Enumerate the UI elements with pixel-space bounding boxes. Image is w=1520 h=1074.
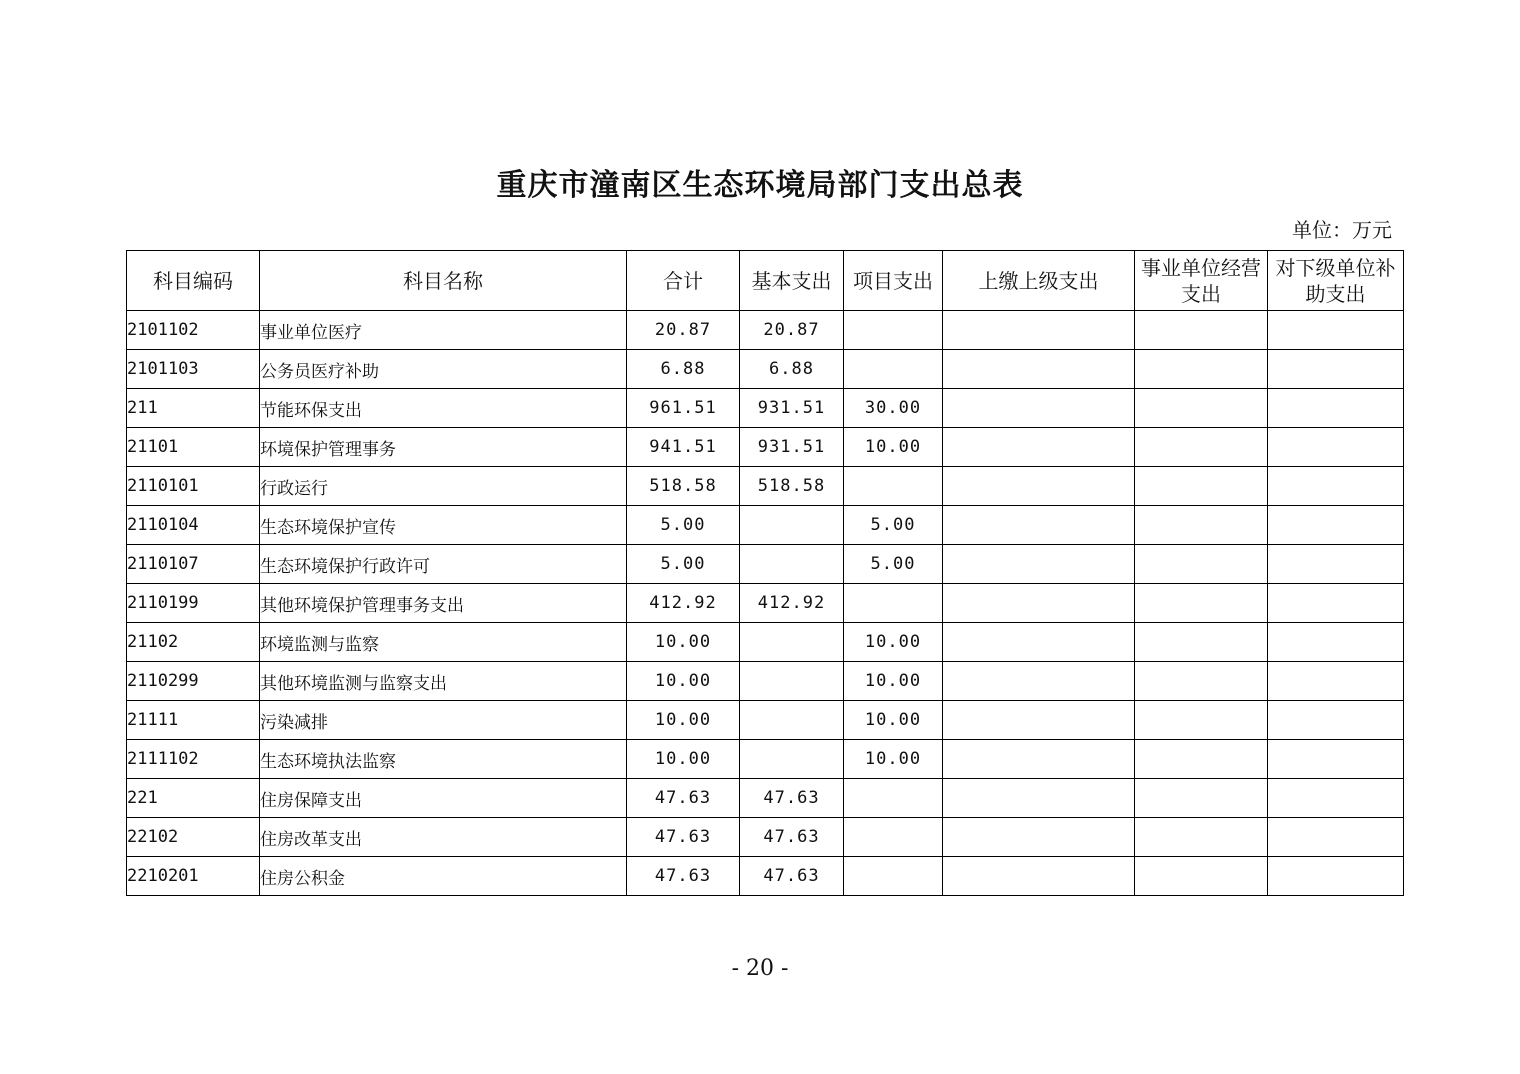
cell-basic (740, 662, 844, 701)
cell-code: 2101103 (127, 350, 260, 389)
table-row (127, 740, 1404, 779)
header-upper: 上缴上级支出 (943, 251, 1135, 311)
cell-basic: 47.63 (740, 857, 844, 896)
cell-subsidy (1268, 623, 1404, 662)
cell-subsidy (1268, 467, 1404, 506)
cell-basic: 931.51 (740, 389, 844, 428)
cell-code: 2101102 (127, 311, 260, 350)
cell-upper (943, 857, 1135, 896)
cell-name: 其他环境监测与监察支出 (260, 662, 627, 701)
cell-upper (943, 389, 1135, 428)
cell-subsidy (1268, 584, 1404, 623)
cell-code: 21101 (127, 428, 260, 467)
cell-upper (943, 467, 1135, 506)
cell-subsidy (1268, 740, 1404, 779)
cell-name: 污染减排 (260, 701, 627, 740)
cell-project (844, 311, 943, 350)
cell-code: 21111 (127, 701, 260, 740)
cell-name: 环境监测与监察 (260, 623, 627, 662)
cell-project: 10.00 (844, 740, 943, 779)
cell-basic: 20.87 (740, 311, 844, 350)
cell-basic (740, 701, 844, 740)
cell-name: 公务员医疗补助 (260, 350, 627, 389)
cell-business (1135, 467, 1268, 506)
cell-upper (943, 545, 1135, 584)
cell-business (1135, 701, 1268, 740)
cell-project: 5.00 (844, 506, 943, 545)
cell-business (1135, 818, 1268, 857)
cell-subsidy (1268, 311, 1404, 350)
expenditure-table (126, 250, 1404, 896)
table-row (127, 467, 1404, 506)
cell-business (1135, 740, 1268, 779)
cell-total: 5.00 (627, 545, 740, 584)
cell-basic (740, 623, 844, 662)
cell-subsidy (1268, 506, 1404, 545)
cell-subsidy (1268, 428, 1404, 467)
cell-upper (943, 701, 1135, 740)
cell-subsidy (1268, 818, 1404, 857)
cell-upper (943, 506, 1135, 545)
cell-upper (943, 311, 1135, 350)
cell-code: 2110199 (127, 584, 260, 623)
cell-name: 节能环保支出 (260, 389, 627, 428)
cell-upper (943, 779, 1135, 818)
cell-basic (740, 506, 844, 545)
document-title: 重庆市潼南区生态环境局部门支出总表 (496, 168, 1024, 203)
cell-business (1135, 584, 1268, 623)
cell-business (1135, 662, 1268, 701)
cell-upper (943, 350, 1135, 389)
cell-code: 2110104 (127, 506, 260, 545)
cell-project (844, 779, 943, 818)
cell-total: 6.88 (627, 350, 740, 389)
table-header-row (127, 251, 1404, 311)
header-subsidy: 对下级单位补助支出 (1268, 251, 1404, 311)
cell-name: 住房保障支出 (260, 779, 627, 818)
cell-total: 941.51 (627, 428, 740, 467)
cell-subsidy (1268, 389, 1404, 428)
cell-total: 47.63 (627, 857, 740, 896)
cell-name: 生态环境保护宣传 (260, 506, 627, 545)
cell-business (1135, 428, 1268, 467)
table-row (127, 818, 1404, 857)
table-row (127, 779, 1404, 818)
header-name: 科目名称 (260, 251, 627, 311)
cell-total: 20.87 (627, 311, 740, 350)
cell-upper (943, 623, 1135, 662)
cell-upper (943, 662, 1135, 701)
cell-name: 环境保护管理事务 (260, 428, 627, 467)
cell-total: 10.00 (627, 701, 740, 740)
cell-code: 22102 (127, 818, 260, 857)
cell-code: 21102 (127, 623, 260, 662)
unit-label: 单位：万元 (1292, 218, 1392, 242)
cell-subsidy (1268, 545, 1404, 584)
table-row (127, 545, 1404, 584)
cell-total: 961.51 (627, 389, 740, 428)
cell-name: 行政运行 (260, 467, 627, 506)
table-row (127, 584, 1404, 623)
cell-project: 10.00 (844, 662, 943, 701)
cell-subsidy (1268, 779, 1404, 818)
cell-business (1135, 311, 1268, 350)
cell-basic: 931.51 (740, 428, 844, 467)
cell-business (1135, 389, 1268, 428)
cell-upper (943, 428, 1135, 467)
cell-code: 2210201 (127, 857, 260, 896)
header-code: 科目编码 (127, 251, 260, 311)
cell-project (844, 818, 943, 857)
cell-name: 事业单位医疗 (260, 311, 627, 350)
cell-basic: 47.63 (740, 779, 844, 818)
cell-project: 10.00 (844, 623, 943, 662)
cell-total: 10.00 (627, 740, 740, 779)
cell-name: 住房改革支出 (260, 818, 627, 857)
table-row (127, 350, 1404, 389)
cell-business (1135, 506, 1268, 545)
cell-subsidy (1268, 662, 1404, 701)
cell-basic (740, 740, 844, 779)
cell-basic (740, 545, 844, 584)
table-row (127, 506, 1404, 545)
cell-total: 10.00 (627, 662, 740, 701)
cell-business (1135, 857, 1268, 896)
cell-project: 10.00 (844, 428, 943, 467)
cell-subsidy (1268, 857, 1404, 896)
table-row (127, 389, 1404, 428)
table-row (127, 857, 1404, 896)
cell-upper (943, 584, 1135, 623)
cell-basic: 6.88 (740, 350, 844, 389)
cell-total: 518.58 (627, 467, 740, 506)
cell-name: 生态环境保护行政许可 (260, 545, 627, 584)
cell-code: 2111102 (127, 740, 260, 779)
cell-upper (943, 740, 1135, 779)
cell-project (844, 857, 943, 896)
cell-project (844, 467, 943, 506)
cell-subsidy (1268, 350, 1404, 389)
cell-basic: 47.63 (740, 818, 844, 857)
cell-business (1135, 545, 1268, 584)
table-row (127, 662, 1404, 701)
cell-code: 2110107 (127, 545, 260, 584)
cell-project (844, 584, 943, 623)
cell-project: 5.00 (844, 545, 943, 584)
cell-basic: 412.92 (740, 584, 844, 623)
cell-total: 47.63 (627, 779, 740, 818)
cell-business (1135, 623, 1268, 662)
cell-project: 30.00 (844, 389, 943, 428)
table-row (127, 701, 1404, 740)
cell-business (1135, 350, 1268, 389)
cell-name: 住房公积金 (260, 857, 627, 896)
header-business: 事业单位经营支出 (1135, 251, 1268, 311)
cell-project (844, 350, 943, 389)
header-total: 合计 (627, 251, 740, 311)
page-number: - 20 - (731, 956, 789, 981)
cell-total: 412.92 (627, 584, 740, 623)
header-project: 项目支出 (844, 251, 943, 311)
cell-project: 10.00 (844, 701, 943, 740)
cell-business (1135, 779, 1268, 818)
cell-upper (943, 818, 1135, 857)
cell-code: 2110101 (127, 467, 260, 506)
header-basic: 基本支出 (740, 251, 844, 311)
cell-code: 2110299 (127, 662, 260, 701)
cell-total: 47.63 (627, 818, 740, 857)
cell-basic: 518.58 (740, 467, 844, 506)
table-row (127, 311, 1404, 350)
table-row (127, 428, 1404, 467)
table-row (127, 623, 1404, 662)
cell-code: 221 (127, 779, 260, 818)
cell-name: 其他环境保护管理事务支出 (260, 584, 627, 623)
cell-name: 生态环境执法监察 (260, 740, 627, 779)
cell-code: 211 (127, 389, 260, 428)
cell-subsidy (1268, 701, 1404, 740)
cell-total: 10.00 (627, 623, 740, 662)
cell-total: 5.00 (627, 506, 740, 545)
